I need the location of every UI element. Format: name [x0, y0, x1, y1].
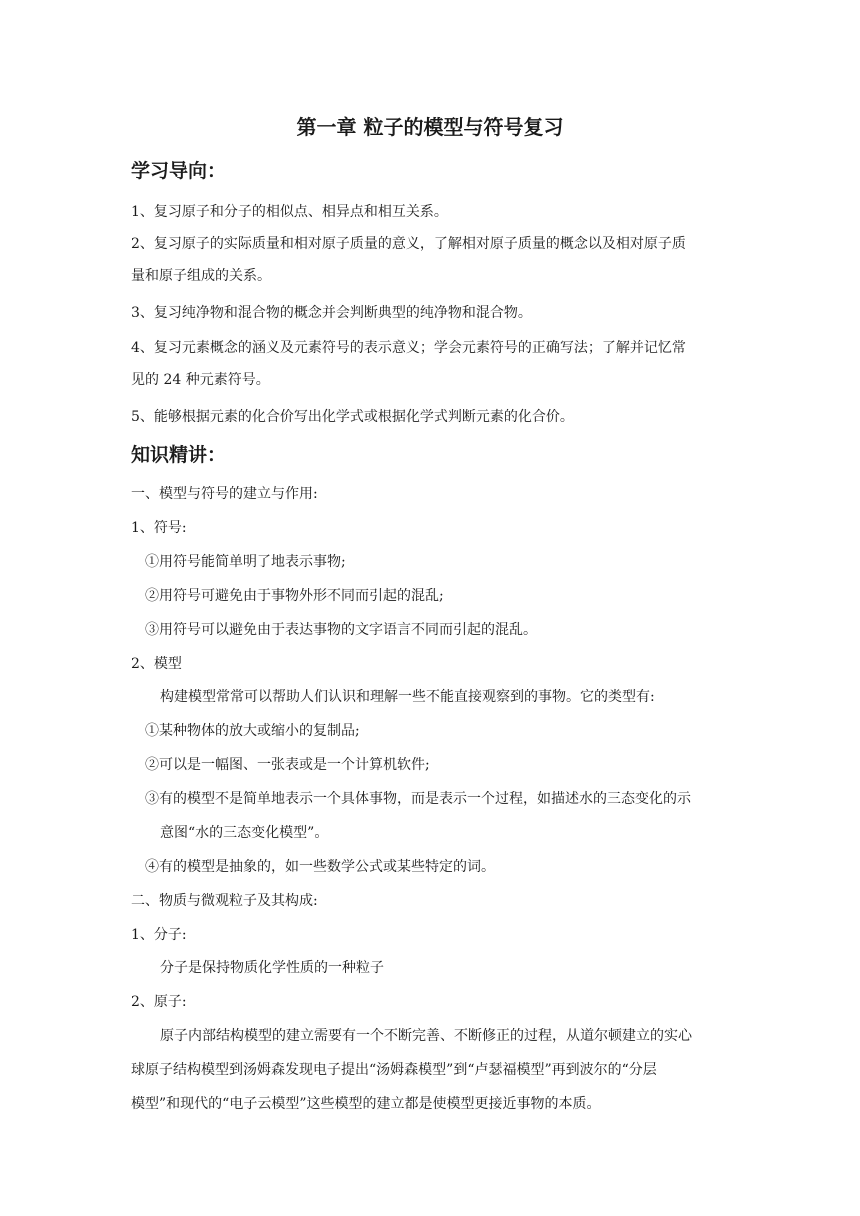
knowledge-line: 2、原子: [131, 994, 187, 1010]
knowledge-line: 1、分子: [131, 927, 187, 943]
knowledge-line: ②用符号可避免由于事物外形不同而引起的混乱; [145, 588, 444, 604]
knowledge-line: 原子内部结构模型的建立需要有一个不断完善、不断修正的过程，从道尔顿建立的实心 [160, 1028, 692, 1044]
guide-item-1: 1、复习原子和分子的相似点、相异点和相互关系。 [131, 204, 448, 220]
knowledge-line: ①某种物体的放大或缩小的复制品; [145, 723, 360, 739]
guide-item-3: 3、复习纯净物和混合物的概念并会判断典型的纯净物和混合物。 [131, 305, 532, 321]
guide-item-5: 5、能够根据元素的化合价写出化学式或根据化学式判断元素的化合价。 [131, 409, 574, 425]
guide-item-4: 4、复习元素概念的涵义及元素符号的表示意义；学会元素符号的正确写法；了解并记忆常 [131, 340, 686, 356]
knowledge-line: ④有的模型是抽象的，如一些数学公式或某些特定的词。 [145, 859, 495, 875]
section-heading-knowledge: 知识精讲： [131, 444, 227, 466]
knowledge-line: 构建模型常常可以帮助人们认识和理解一些不能直接观察到的事物。它的类型有: [160, 689, 655, 705]
knowledge-line: 二、物质与微观粒子及其构成: [131, 893, 318, 909]
page-title: 第一章 粒子的模型与符号复习 [296, 115, 564, 139]
guide-item-4-cont: 见的 24 种元素符号。 [131, 372, 270, 388]
guide-item-2-cont: 量和原子组成的关系。 [131, 268, 271, 284]
knowledge-line: 一、模型与符号的建立与作用: [131, 486, 318, 502]
knowledge-line: 意图“水的三态变化模型”。 [160, 825, 329, 841]
guide-item-2: 2、复习原子的实际质量和相对原子质量的意义，了解相对原子质量的概念以及相对原子质 [131, 236, 686, 252]
knowledge-line: 模型”和现代的“电子云模型”这些模型的建立都是使模型更接近事物的本质。 [131, 1096, 601, 1112]
knowledge-line: 2、模型 [131, 656, 182, 672]
section-heading-learning-guide: 学习导向： [131, 160, 227, 182]
knowledge-line: 1、符号: [131, 520, 187, 536]
knowledge-line: ②可以是一幅图、一张表或是一个计算机软件; [145, 757, 430, 773]
knowledge-line: 分子是保持物质化学性质的一种粒子 [160, 960, 384, 976]
knowledge-line: ③用符号可以避免由于表达事物的文字语言不同而引起的混乱。 [145, 622, 537, 638]
knowledge-line: ①用符号能简单明了地表示事物; [145, 554, 346, 570]
knowledge-line: ③有的模型不是简单地表示一个具体事物，而是表示一个过程，如描述水的三态变化的示 [145, 791, 691, 807]
knowledge-line: 球原子结构模型到汤姆森发现电子提出“汤姆森模型”到“卢瑟福模型”再到波尔的“分层 [131, 1062, 657, 1078]
